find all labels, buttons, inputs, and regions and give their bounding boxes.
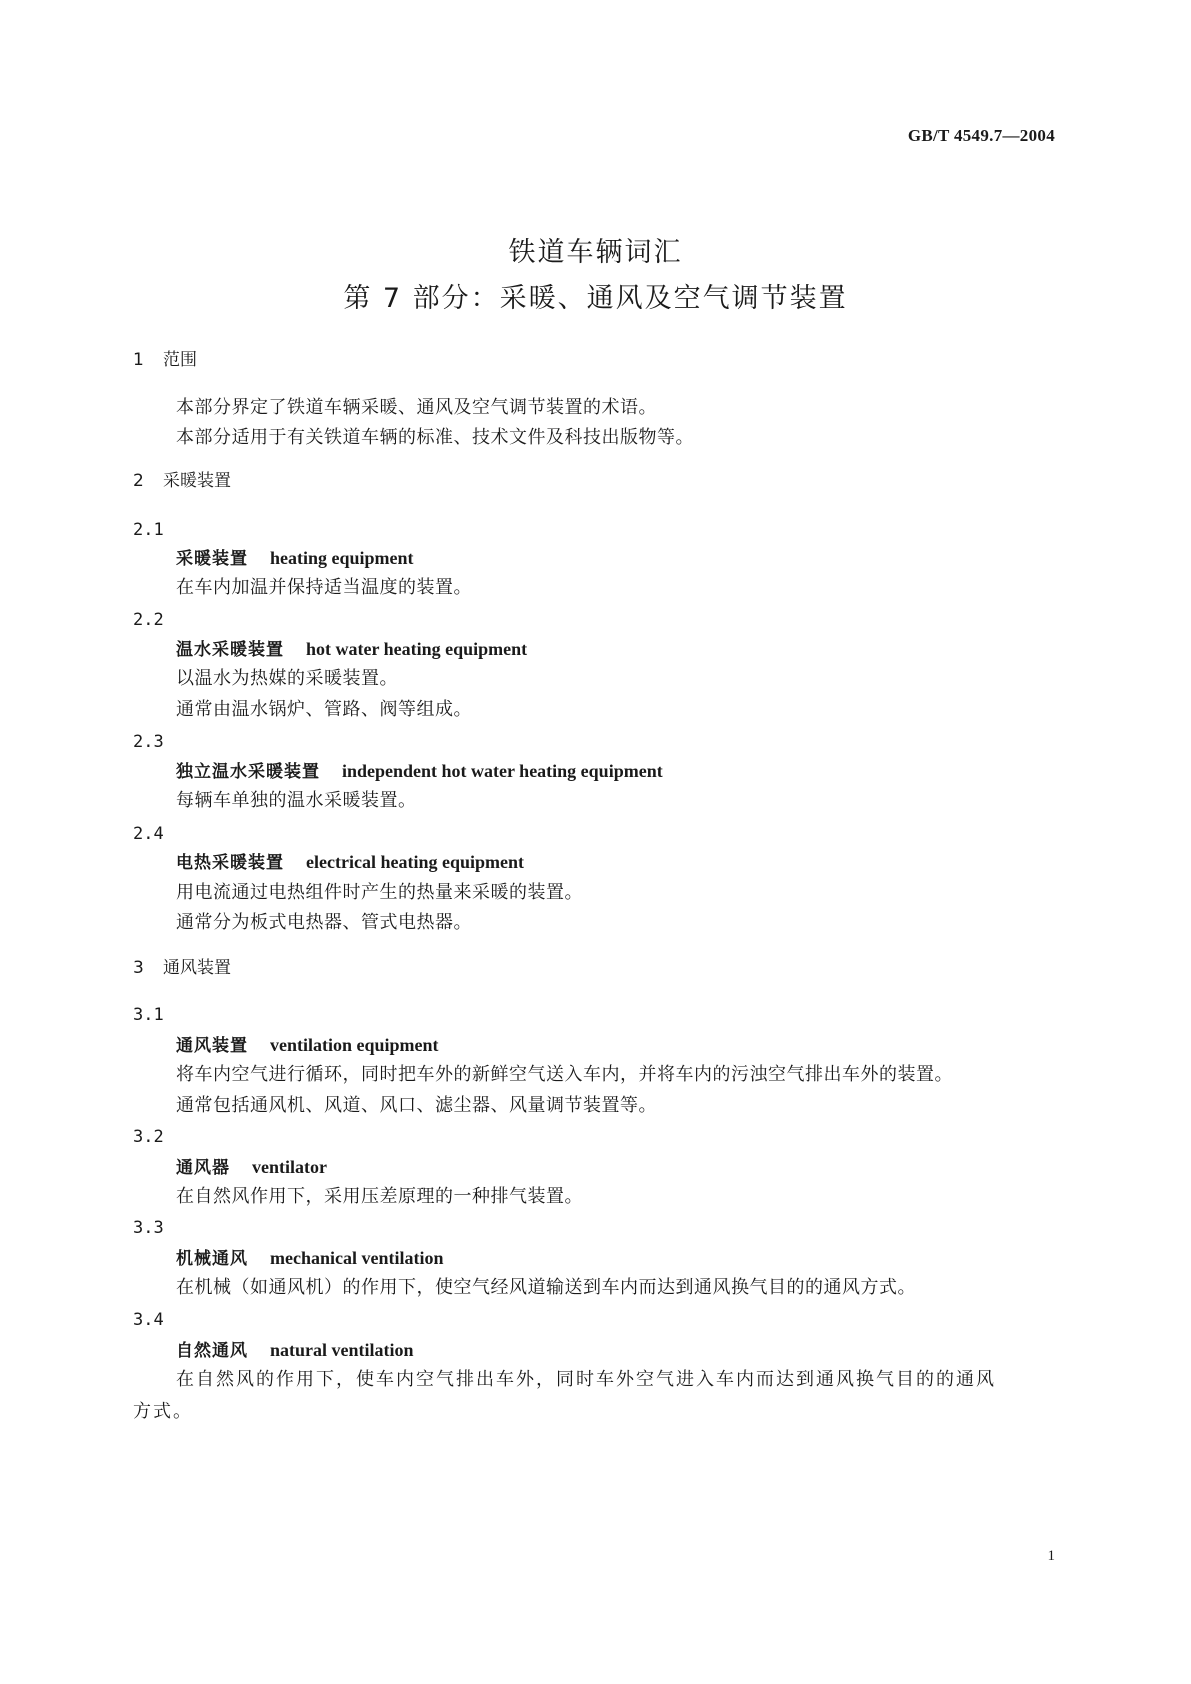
clause-number: 2.3 (133, 732, 164, 752)
section-title: 采暖装置 (163, 471, 231, 491)
term-chinese: 采暖装置 (176, 549, 248, 569)
section-title: 通风装置 (163, 958, 231, 978)
term-definition: 用电流通过电热组件时产生的热量来采暖的装置。 (176, 882, 583, 903)
clause-number: 3.2 (133, 1127, 164, 1147)
standard-number: GB/T 4549.7—2004 (907, 126, 1055, 145)
clause-number: 3.4 (133, 1310, 164, 1330)
section-title: 范围 (163, 350, 197, 370)
term-definition: 在自然风的作用下，使车内空气排出车外，同时车外空气进入车内而达到通风换气目的的通风方式。 (133, 1369, 996, 1422)
section-number: 3 (133, 958, 144, 978)
scope-paragraph: 本部分界定了铁道车辆采暖、通风及空气调节装置的术语。 (176, 397, 657, 418)
term-entry (176, 759, 663, 784)
term-chinese: 电热采暖装置 (176, 853, 284, 873)
term-chinese: 温水采暖装置 (176, 640, 284, 660)
term-english: hot water heating equipment (306, 639, 528, 659)
term-note: 通常包括通风机、风道、风口、滤尘器、风量调节装置等。 (176, 1095, 657, 1116)
clause-number: 2.2 (133, 610, 164, 630)
term-chinese: 通风装置 (176, 1036, 248, 1056)
term-chinese: 机械通风 (176, 1249, 248, 1269)
term-english: heating equipment (270, 548, 414, 568)
term-entry (176, 850, 524, 875)
term-english: ventilation equipment (270, 1035, 439, 1055)
term-definition: 在自然风作用下，采用压差原理的一种排气装置。 (176, 1186, 583, 1207)
term-definition: 在机械（如通风机）的作用下，使空气经风道输送到车内而达到通风换气目的的通风方式。 (176, 1277, 916, 1298)
section-heading-1 (133, 348, 197, 372)
term-entry (176, 546, 414, 571)
term-english: electrical heating equipment (306, 852, 524, 872)
section-number: 2 (133, 471, 144, 491)
section-heading-3 (133, 956, 231, 980)
scope-paragraph: 本部分适用于有关铁道车辆的标准、技术文件及科技出版物等。 (176, 427, 694, 448)
clause-number: 3.3 (133, 1218, 164, 1238)
term-definition: 以温水为热媒的采暖装置。 (176, 668, 398, 689)
term-english: independent hot water heating equipment (342, 761, 663, 781)
section-number: 1 (133, 350, 144, 370)
term-note: 通常分为板式电热器、管式电热器。 (176, 912, 472, 933)
term-entry (176, 1033, 439, 1058)
term-chinese: 独立温水采暖装置 (176, 762, 320, 782)
term-chinese: 自然通风 (176, 1341, 248, 1361)
term-entry (176, 1155, 327, 1180)
document-subtitle: 第 7 部分：采暖、通风及空气调节装置 (343, 283, 848, 314)
page-number: 1 (1047, 1548, 1055, 1564)
term-entry (176, 1338, 414, 1363)
clause-number: 2.4 (133, 824, 164, 844)
term-entry (176, 1246, 444, 1271)
document-title: 铁道车辆词汇 (508, 237, 683, 268)
term-definition: 将车内空气进行循环，同时把车外的新鲜空气送入车内，并将车内的污浊空气排出车外的装置。 (176, 1064, 953, 1085)
clause-number: 2.1 (133, 520, 164, 540)
section-heading-2 (133, 469, 231, 493)
term-note: 通常由温水锅炉、管路、阀等组成。 (176, 699, 472, 720)
term-definition: 每辆车单独的温水采暖装置。 (176, 790, 417, 811)
term-entry (176, 637, 527, 662)
term-chinese: 通风器 (176, 1158, 230, 1178)
clause-number: 3.1 (133, 1005, 164, 1025)
term-english: natural ventilation (270, 1340, 414, 1360)
term-english: ventilator (252, 1157, 327, 1177)
term-definition: 在车内加温并保持适当温度的装置。 (176, 577, 472, 598)
term-english: mechanical ventilation (270, 1248, 444, 1268)
